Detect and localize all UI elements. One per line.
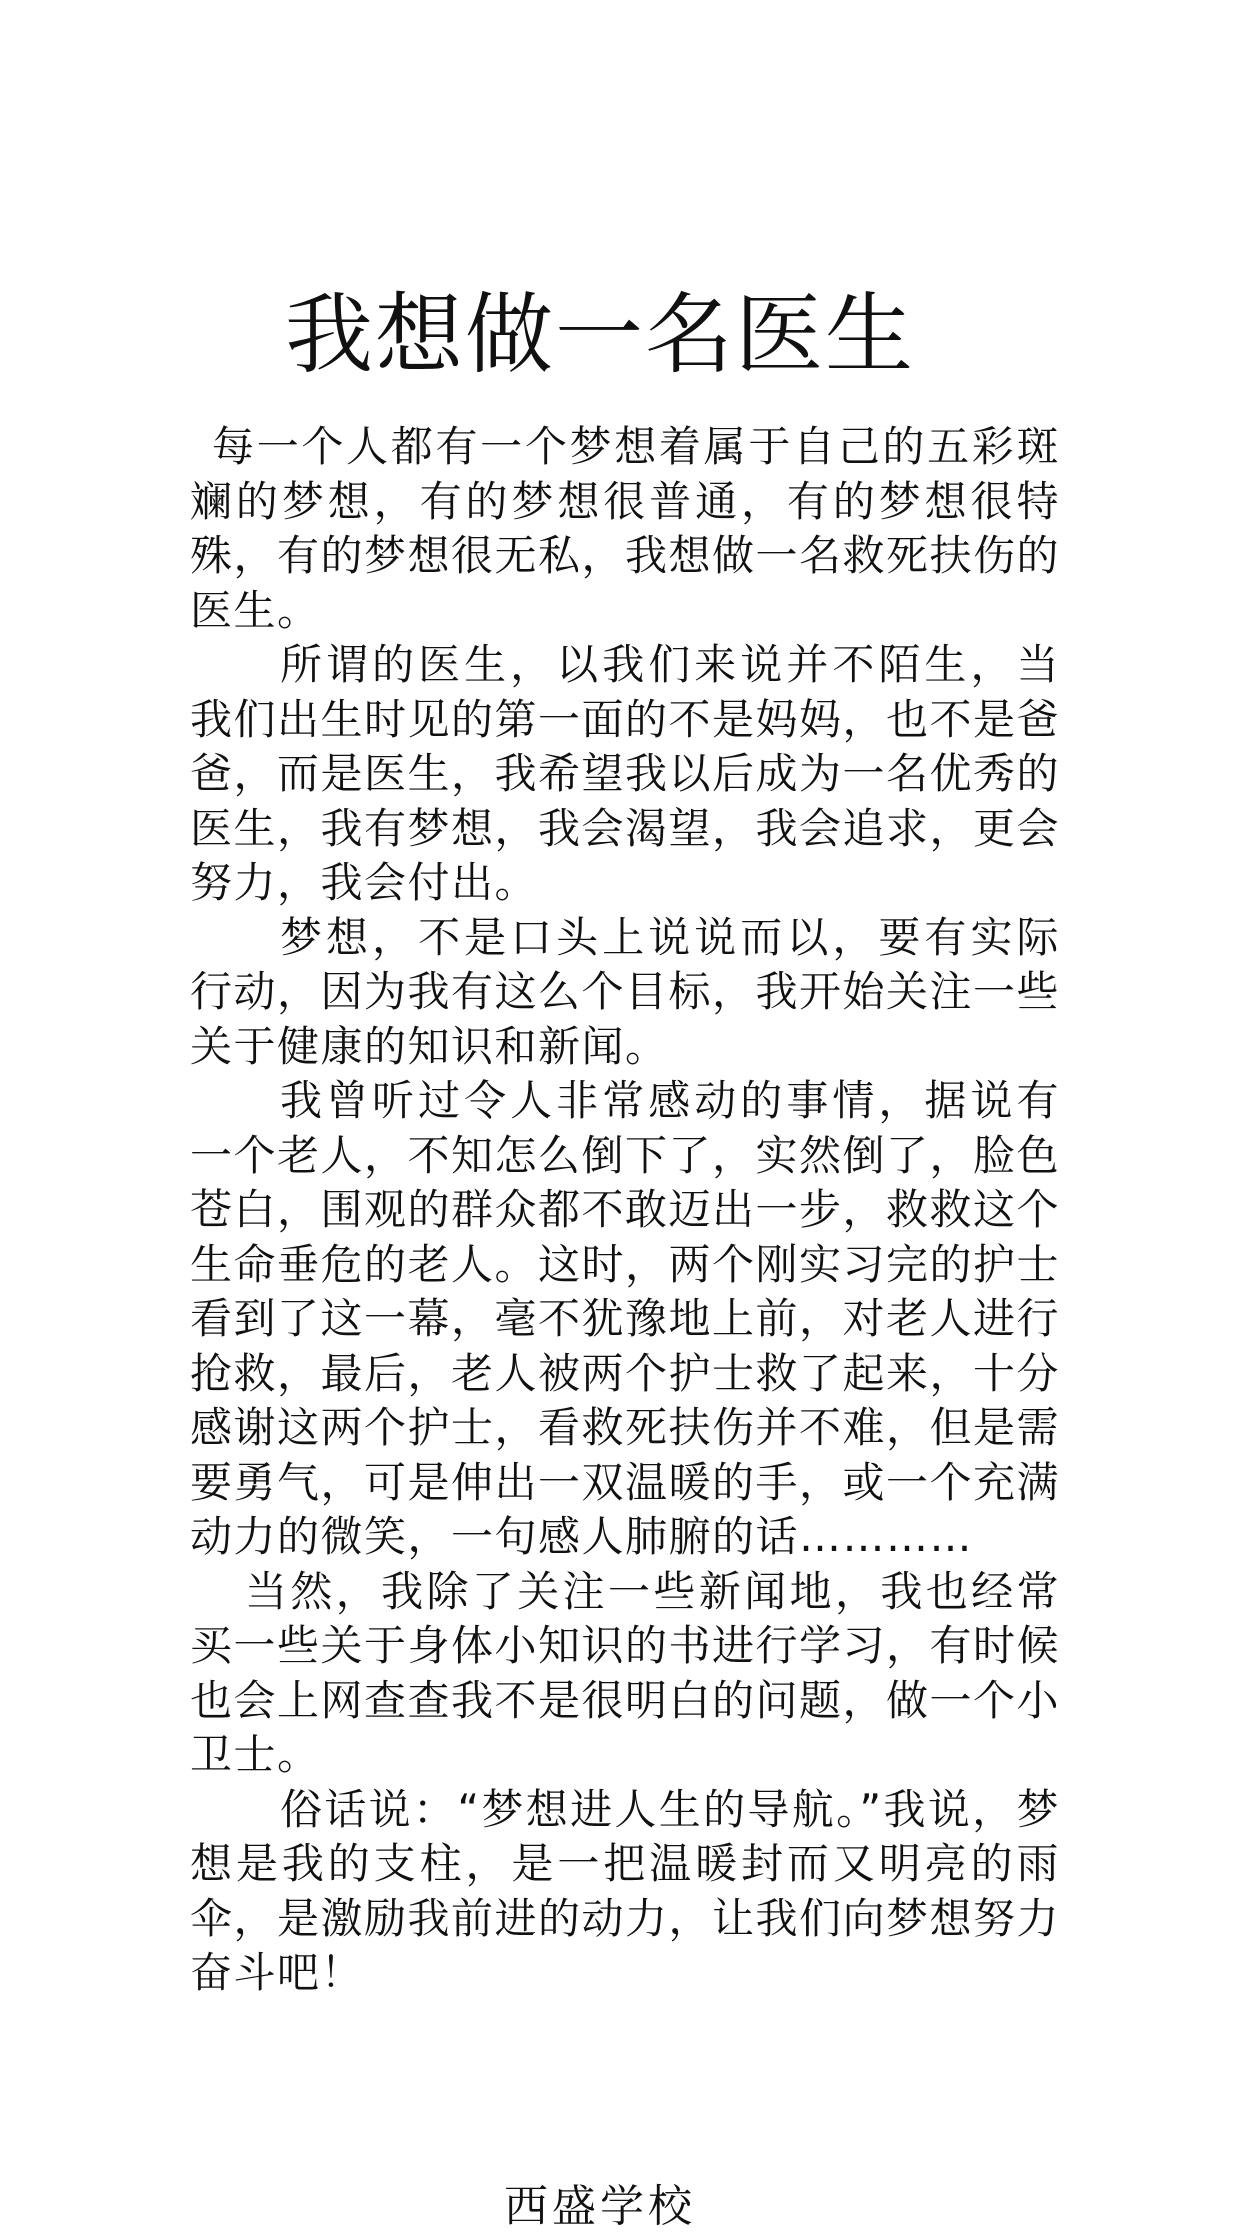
- paragraph-1: 每一个人都有一个梦想着属于自己的五彩斑斓的梦想，有的梦想很普通，有的梦想很特殊，有的梦想很无私，我想做一名救死扶伤的医生。: [190, 422, 1061, 635]
- school-name-footer: 西盛学校: [504, 2181, 696, 2232]
- document-body: [190, 420, 1060, 2001]
- paragraph-3: 梦想，不是口头上说说而以，要有实际行动，因为我有这么个目标，我开始关注一些关于健康的知识和新闻。: [190, 912, 1061, 1071]
- paragraph-4: 我曾听过令人非常感动的事情，据说有一个老人，不知怎么倒下了，实然倒了，脸色苍白，围观的群众都不敢迈出一步，救救这个生命垂危的老人。这时，两个刚实习完的护士看到了这一幕，毫不犹豫地上前，对老人进行抢救，最后，老人被两个护士救了起来，十分感谢这两个护士，看救死扶伤并不难，但是需要勇气，可是伸出一双温暖的手，或一个充满动力的微笑，一句感人肺腑的话…………: [190, 1076, 1061, 1561]
- paragraph-2: 所谓的医生，以我们来说并不陌生，当我们出生时见的第一面的不是妈妈，也不是爸爸，而是医生，我希望我以后成为一名优秀的医生，我有梦想，我会渴望，我会追求，更会努力，我会付出。: [190, 640, 1061, 907]
- paragraph-5: 当然，我除了关注一些新闻地，我也经常买一些关于身体小知识的书进行学习，有时候也会上网查查我不是很明白的问题，做一个小卫士。: [190, 1566, 1061, 1779]
- document-title: 我想做一名医生: [284, 283, 915, 386]
- paragraph-6: 俗话说：“梦想进人生的导航。”我说，梦想是我的支柱，是一把温暖封而又明亮的雨伞，是激励我前进的动力，让我们向梦想努力奋斗吧！: [190, 1784, 1061, 1997]
